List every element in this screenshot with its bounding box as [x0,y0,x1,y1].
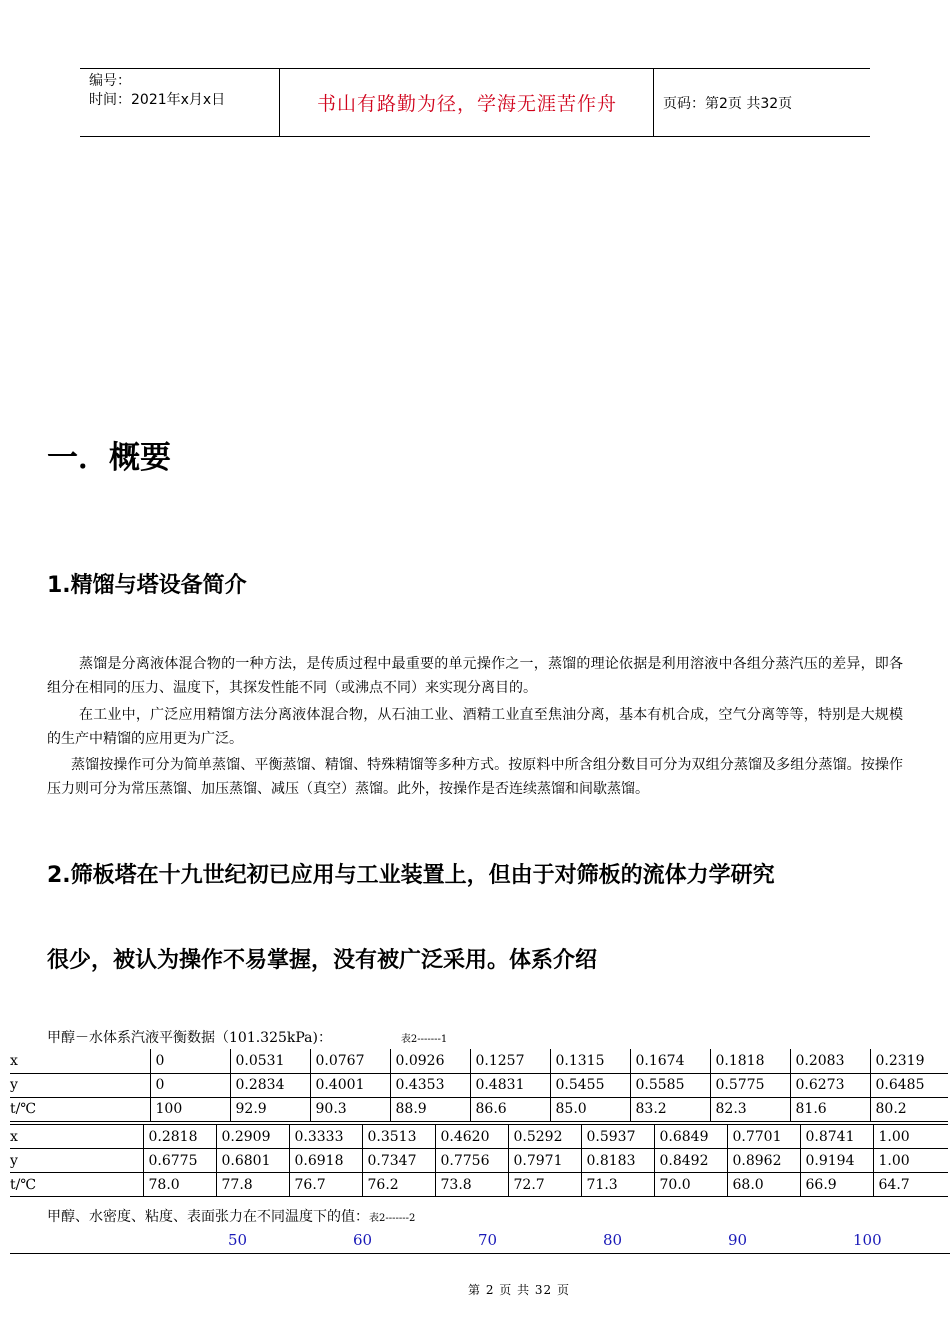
document-time-label: 时间：2021年x月x日 [89,92,226,108]
table-cell: 71.3 [581,1173,654,1197]
temperature-header-cell: 90 [728,1231,748,1249]
table-cell: 77.8 [216,1173,289,1197]
table-cell: 0.5937 [581,1125,654,1149]
table-cell: 100 [150,1097,230,1121]
table-cell: 0 [150,1073,230,1097]
table-cell: 0.9194 [800,1149,873,1173]
section-title-overview: 一．概要 [47,440,171,476]
table-cell: 90.3 [310,1097,390,1121]
paragraph-1: 蒸馏是分离液体混合物的一种方法，是传质过程中最重要的单元操作之一，蒸馏的理论依据是利用溶液中各组分蒸汽压的差异，即各组分在相同的压力、温度下，其探发性能不同（或沸点不同）来实现分离目的。 [47,656,903,696]
header-motto: 书山有路勤为径，学海无涯苦作舟 [281,69,654,136]
table-cell: 81.6 [790,1097,870,1121]
table-row [10,1149,948,1173]
table-cell: 0.6273 [790,1073,870,1097]
table-cell: 0.4831 [470,1073,550,1097]
temperature-header-cell: 70 [478,1231,498,1249]
table-cell: 76.7 [289,1173,362,1197]
table-cell: 0.4001 [310,1073,390,1097]
table2-caption-tag: 表2-------2 [369,1213,416,1224]
table-cell: 0.6775 [143,1149,216,1173]
table-row [10,1125,948,1149]
table-row [10,1073,948,1097]
document-number-label: 编号： [89,73,131,89]
table-cell: 78.0 [143,1173,216,1197]
vle-table-block2 [10,1124,948,1197]
table-cell: 64.7 [873,1173,948,1197]
table-cell: 0.0767 [310,1049,390,1073]
table-cell: 0.6849 [654,1125,727,1149]
table2-caption [47,1206,415,1226]
table-cell: 0.5455 [550,1073,630,1097]
table-cell: 85.0 [550,1097,630,1121]
table-cell: 0.2818 [143,1125,216,1149]
table-cell: 0.8741 [800,1125,873,1149]
table-cell: 0.3513 [362,1125,435,1149]
temperature-header-cell: 100 [853,1231,882,1249]
table-cell: 0.5775 [710,1073,790,1097]
table-cell: 0.1315 [550,1049,630,1073]
table-cell: 1.00 [873,1149,948,1173]
table-cell: 0.4620 [435,1125,508,1149]
table-cell: 83.2 [630,1097,710,1121]
table-cell: 0.7756 [435,1149,508,1173]
table-cell: 0.2834 [230,1073,310,1097]
table1-caption-text: 甲醇－水体系汽液平衡数据（101.325kPa)： [47,1030,332,1046]
page-header [80,68,870,137]
table-cell: 76.2 [362,1173,435,1197]
table-row [10,1173,948,1197]
table-cell: 1.00 [873,1125,948,1149]
header-page-number: 页码：第2页 共32页 [663,95,793,112]
table-cell: 0.3333 [289,1125,362,1149]
table1-caption-tag: 表2-------1 [400,1034,448,1045]
table-cell: 0.4353 [390,1073,470,1097]
table-cell: 0.8962 [727,1149,800,1173]
table-cell: 82.3 [710,1097,790,1121]
temperature-header-cell: 80 [603,1231,623,1249]
row-label-y: y [10,1149,143,1173]
table2-caption-text: 甲醇、水密度、粘度、表面张力在不同温度下的值： [47,1209,369,1225]
table-cell: 80.2 [870,1097,948,1121]
table-cell: 0 [150,1049,230,1073]
table-cell: 0.6801 [216,1149,289,1173]
table-cell: 0.1818 [710,1049,790,1073]
vle-table-block1 [10,1049,948,1122]
table-row [10,1097,948,1121]
table-cell: 0.7701 [727,1125,800,1149]
page-footer: 第 2 页 共 32 页 [468,1283,570,1297]
table-row [10,1049,948,1073]
table-cell: 88.9 [390,1097,470,1121]
row-label-t: t/℃ [10,1097,150,1121]
table-cell: 0.0926 [390,1049,470,1073]
table-cell: 0.6918 [289,1149,362,1173]
table2-temperature-header [10,1228,950,1254]
table-cell: 68.0 [727,1173,800,1197]
section-title-sieve-tray-line1: 2.筛板塔在十九世纪初已应用与工业装置上，但由于对筛板的流体力学研究 [47,863,775,888]
row-label-t: t/℃ [10,1173,143,1197]
table-cell: 73.8 [435,1173,508,1197]
table-cell: 0.5585 [630,1073,710,1097]
table-cell: 0.6485 [870,1073,948,1097]
table-cell: 0.5292 [508,1125,581,1149]
row-label-y: y [10,1073,150,1097]
table-cell: 0.2319 [870,1049,948,1073]
table-cell: 72.7 [508,1173,581,1197]
section-title-distillation: 1.精馏与塔设备简介 [47,573,247,598]
table-cell: 0.2909 [216,1125,289,1149]
table-cell: 0.7971 [508,1149,581,1173]
temperature-header-cell: 50 [228,1231,248,1249]
paragraph-3: 蒸馏按操作可分为简单蒸馏、平衡蒸馏、精馏、特殊精馏等多种方式。按原料中所含组分数目可分为双组分蒸馏及多组分蒸馏。按操作压力则可分为常压蒸馏、加压蒸馏、减压（真空）蒸馏。此外，按操作是否连续蒸馏和间歇蒸馏。 [47,757,903,797]
table-cell: 0.1257 [470,1049,550,1073]
table-cell: 0.8492 [654,1149,727,1173]
table-cell: 66.9 [800,1173,873,1197]
row-label-x: x [10,1125,143,1149]
table-cell: 92.9 [230,1097,310,1121]
header-meta [80,69,280,136]
table-cell: 0.2083 [790,1049,870,1073]
table1-caption [47,1027,447,1047]
temperature-header-cell: 60 [353,1231,373,1249]
table-cell: 0.1674 [630,1049,710,1073]
table-cell: 0.7347 [362,1149,435,1173]
table-cell: 86.6 [470,1097,550,1121]
paragraph-2: 在工业中，广泛应用精馏方法分离液体混合物，从石油工业、酒精工业直至焦油分离，基本有机合成，空气分离等等，特别是大规模的生产中精馏的应用更为广泛。 [47,707,903,747]
section-title-sieve-tray-line2: 很少，被认为操作不易掌握，没有被广泛采用。体系介绍 [47,948,598,973]
row-label-x: x [10,1049,150,1073]
table-cell: 0.8183 [581,1149,654,1173]
table-cell: 70.0 [654,1173,727,1197]
table-cell: 0.0531 [230,1049,310,1073]
